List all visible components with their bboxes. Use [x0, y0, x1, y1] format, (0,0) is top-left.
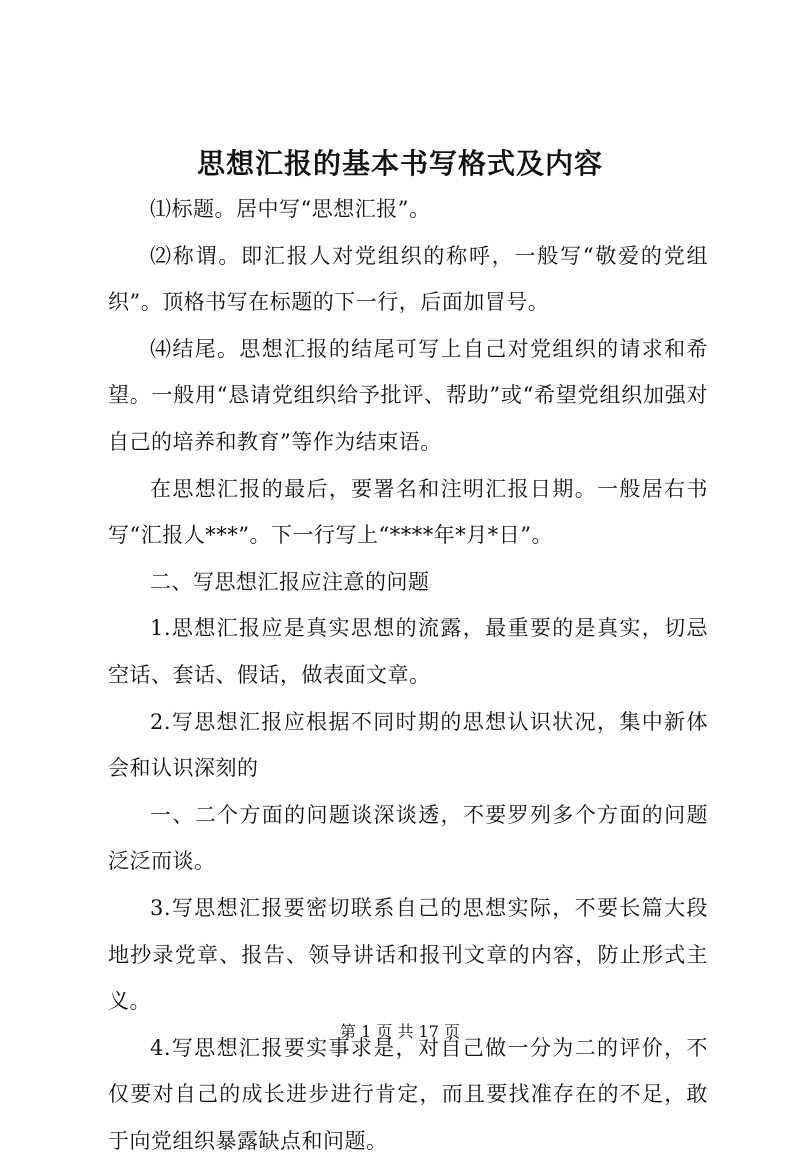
paragraph-note-1: 1.思想汇报应是真实思想的流露，最重要的是真实，切忌空话、套话、假话，做表面文章。 [108, 616, 708, 687]
page-number-footer: 第 1 页 共 17 页 [340, 1022, 460, 1041]
document-title: 思想汇报的基本书写格式及内容 [196, 147, 603, 180]
paragraph-note-4: 4.写思想汇报要实事求是，对自己做一分为二的评价，不仅要对自己的成长进步进行肯定，而且要找准存在的不足，敢于向党组织暴露缺点和问题。 [108, 1035, 708, 1153]
paragraph-ending: ⑷结尾。思想汇报的结尾可写上自己对党组织的请求和希望。一般用“恳请党组织给予批评、帮助”或“希望党组织加强对自己的培养和教育”等作为结束语。 [108, 336, 708, 454]
paragraph-note-2-continued: 一、二个方面的问题谈深谈透，不要罗列多个方面的问题泛泛而谈。 [108, 802, 708, 874]
document-body [108, 186, 708, 1164]
paragraph-title-format: ⑴标题。居中写“思想汇报”。 [150, 197, 431, 221]
paragraph-note-3: 3.写思想汇报要密切联系自己的思想实际，不要长篇大段地抄录党章、报告、领导讲话和报刊文章的内容，防止形式主义。 [108, 895, 708, 1014]
section-heading-notes: 二、写思想汇报应注意的问题 [150, 569, 430, 594]
paragraph-salutation: ⑵称谓。即汇报人对党组织的称呼，一般写“敬爱的党组织”。顶格书写在标题的下一行，后面加冒号。 [108, 243, 708, 315]
paragraph-note-2: 2.写思想汇报应根据不同时期的思想认识状况，集中新体会和认识深刻的 [108, 709, 708, 781]
paragraph-signature: 在思想汇报的最后，要署名和注明汇报日期。一般居右书写“汇报人***”。下一行写上“****年*月*日”。 [108, 476, 708, 548]
